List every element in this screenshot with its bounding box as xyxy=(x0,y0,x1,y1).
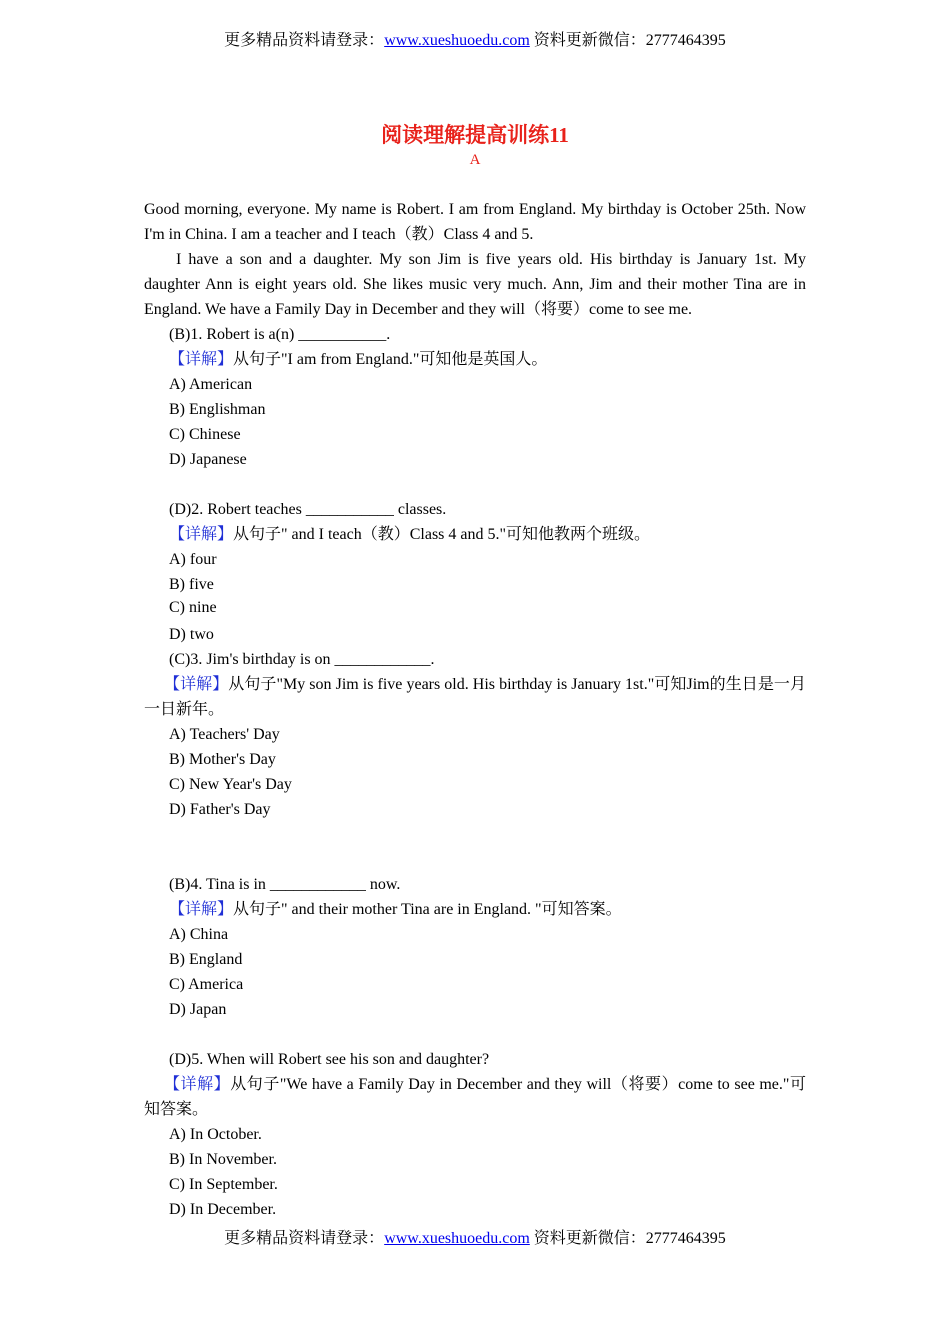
question-2-option-d: D) two xyxy=(169,626,214,643)
question-2-detail xyxy=(144,522,806,547)
page-title: 阅读理解提高训练11 xyxy=(381,123,569,147)
question-3-detail xyxy=(144,672,806,722)
footer-link[interactable]: www.xueshuoedu.com xyxy=(384,1230,530,1247)
question-5-option-a: A) In October. xyxy=(169,1126,262,1143)
detail-label: 【详解】 xyxy=(169,901,234,918)
question-1-detail xyxy=(144,347,806,372)
question-1-option-c: C) Chinese xyxy=(169,426,241,443)
question-4-detail xyxy=(144,897,806,922)
detail-text: 从句子" and their mother Tina are in England. "可知答案。 xyxy=(233,901,622,918)
header-link[interactable]: www.xueshuoedu.com xyxy=(384,32,530,49)
passage-paragraph-1: Good morning, everyone. My name is Robert. I am from England. My birthday is October 25th. Now I'm in China. I am a teacher and I teach（教）Class 4 and 5. xyxy=(144,201,806,243)
question-5-option-c: C) In September. xyxy=(169,1176,278,1193)
question-2-option-c: C) nine xyxy=(169,599,217,616)
question-5-stem: (D)5. When will Robert see his son and daughter? xyxy=(169,1051,490,1068)
question-3-option-d: D) Father's Day xyxy=(169,801,271,818)
question-1-stem: (B)1. Robert is a(n) ___________. xyxy=(169,326,391,343)
question-5-option-b: B) In November. xyxy=(169,1151,277,1168)
detail-text: 从句子"We have a Family Day in December and they will（将要）come to see me."可知答案。 xyxy=(144,1076,806,1118)
question-4-option-c: C) America xyxy=(169,976,244,993)
detail-text: 从句子" and I teach（教）Class 4 and 5."可知他教两个班级。 xyxy=(233,526,651,543)
question-2-option-b: B) five xyxy=(169,576,214,593)
footer-prefix: 更多精品资料请登录： xyxy=(224,1230,385,1247)
page-header xyxy=(0,31,950,51)
passage-paragraph-2: I have a son and a daughter. My son Jim is five years old. His birthday is January 1st. My daughter Ann is eight years old. She likes music very much. Ann, Jim and their mother Tina are in England. We have a Family Day in December and they will（将要）come to see me. xyxy=(144,251,806,318)
question-1-option-b: B) Englishman xyxy=(169,401,266,418)
page-footer xyxy=(0,1229,950,1249)
question-4-option-d: D) Japan xyxy=(169,1001,227,1018)
detail-label: 【详解】 xyxy=(169,526,234,543)
detail-text: 从句子"I am from England."可知他是英国人。 xyxy=(233,351,548,368)
question-3-option-c: C) New Year's Day xyxy=(169,776,292,793)
question-1-option-d: D) Japanese xyxy=(169,451,247,468)
detail-label: 【详解】 xyxy=(169,351,234,368)
detail-text: 从句子"My son Jim is five years old. His birthday is January 1st."可知Jim的生日是一月一日新年。 xyxy=(144,676,806,718)
question-5-option-d: D) In December. xyxy=(169,1201,277,1218)
header-suffix: 资料更新微信：2777464395 xyxy=(529,32,726,49)
question-2-option-a: A) four xyxy=(169,551,217,568)
question-3-stem: (C)3. Jim's birthday is on ____________. xyxy=(169,651,435,668)
header-prefix: 更多精品资料请登录： xyxy=(224,32,385,49)
question-3-option-b: B) Mother's Day xyxy=(169,751,276,768)
document-body xyxy=(144,197,806,1222)
question-3-option-a: A) Teachers' Day xyxy=(169,726,280,743)
question-4-stem: (B)4. Tina is in ____________ now. xyxy=(169,876,401,893)
question-2-stem: (D)2. Robert teaches ___________ classes. xyxy=(169,501,447,518)
detail-label: 【详解】 xyxy=(164,1076,231,1093)
question-1-option-a: A) American xyxy=(169,376,253,393)
question-5-detail xyxy=(144,1072,806,1122)
section-label: A xyxy=(469,152,481,168)
question-4-option-b: B) England xyxy=(169,951,243,968)
detail-label: 【详解】 xyxy=(164,676,229,693)
question-4-option-a: A) China xyxy=(169,926,229,943)
footer-suffix: 资料更新微信：2777464395 xyxy=(529,1230,726,1247)
